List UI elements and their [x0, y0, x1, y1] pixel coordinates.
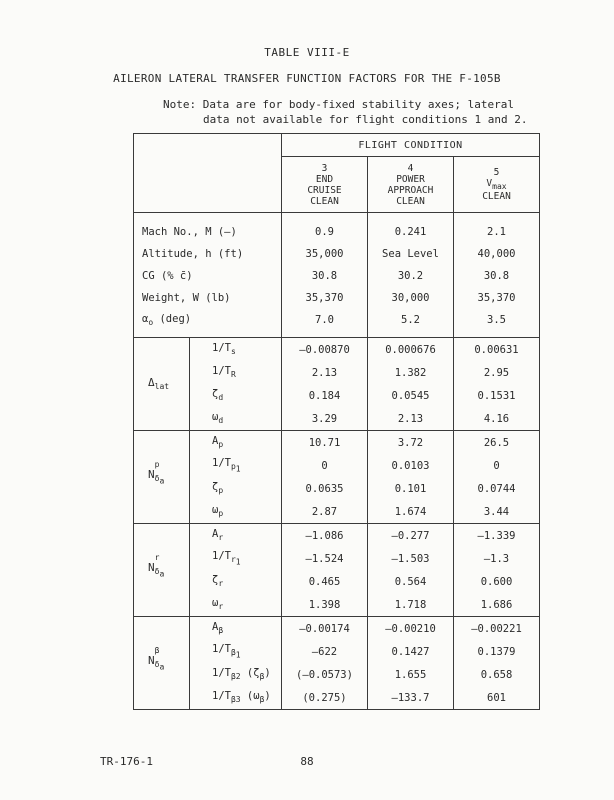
cell-value: –0.277: [368, 524, 454, 548]
cell-value: 2.13: [368, 407, 454, 431]
cell-value: 2.95: [454, 361, 540, 384]
cell-value: 0.9: [282, 213, 368, 244]
table-row: [134, 640, 540, 663]
note-line-1: Note: Data are for body-fixed stability axes; lateral: [163, 98, 514, 111]
cell-value: 3.72: [368, 431, 454, 455]
cell-value: 0.600: [454, 570, 540, 593]
condition-line: CRUISE: [307, 184, 342, 196]
cell-value: 30,000: [368, 287, 454, 309]
table-row: [134, 593, 540, 617]
table-row: [134, 338, 540, 362]
condition-column-4: [368, 157, 454, 213]
cell-value: 0.1427: [368, 640, 454, 663]
parameter-label: $1/T_{\beta 2}$ $(\zeta_\beta)$: [190, 663, 282, 686]
flight-condition-header: FLIGHT CONDITION: [282, 134, 540, 157]
group-label: N r $_{\delta_a}$: [134, 524, 190, 617]
cell-value: 1.655: [368, 663, 454, 686]
group-label: $\Delta_{lat}$: [134, 338, 190, 431]
cell-value: 0.1379: [454, 640, 540, 663]
table-note: [163, 97, 528, 127]
cell-value: –0.00221: [454, 617, 540, 641]
group-label: N p $_{\delta_a}$: [134, 431, 190, 524]
cell-value: 30.8: [282, 265, 368, 287]
page-number: 88: [300, 755, 314, 768]
cell-value: 0.0635: [282, 477, 368, 500]
row-label: Weight, W (lb): [134, 287, 282, 309]
condition-line: CLEAN: [482, 191, 511, 203]
parameter-label: $A_p$: [190, 431, 282, 455]
cell-value: 1.718: [368, 593, 454, 617]
table-row: [134, 570, 540, 593]
cell-value: –133.7: [368, 686, 454, 710]
parameter-label: $1/T_{p_1}$: [190, 454, 282, 477]
cell-value: Sea Level: [368, 243, 454, 265]
row-label: CG (% c̄): [134, 265, 282, 287]
row-label: Mach No., M (–): [134, 213, 282, 244]
cell-value: 0: [282, 454, 368, 477]
cell-value: 35,000: [282, 243, 368, 265]
group-label: N β $_{\delta_a}$: [134, 617, 190, 710]
corner-cell: [134, 134, 282, 213]
cell-value: –1.339: [454, 524, 540, 548]
cell-value: 1.674: [368, 500, 454, 524]
cell-value: 0.101: [368, 477, 454, 500]
parameter-label: $1/T_s$: [190, 338, 282, 362]
cell-value: –0.00174: [282, 617, 368, 641]
parameter-label: $A_\beta$: [190, 617, 282, 641]
cell-value: 0.0545: [368, 384, 454, 407]
row-label: $\alpha_o$ (deg): [134, 309, 282, 338]
table-row: [134, 477, 540, 500]
cell-value: 30.8: [454, 265, 540, 287]
condition-line: CLEAN: [396, 195, 425, 207]
cell-value: 0.465: [282, 570, 368, 593]
condition-number: 5: [493, 166, 500, 178]
cell-value: 35,370: [282, 287, 368, 309]
table-row: [134, 309, 540, 338]
table-title: TABLE VIII-E: [264, 46, 350, 59]
condition-column-3: [282, 157, 368, 213]
table-row: [134, 547, 540, 570]
cell-value: 5.2: [368, 309, 454, 338]
cell-value: 4.16: [454, 407, 540, 431]
condition-line: APPROACH: [387, 184, 434, 196]
cell-value: 601: [454, 686, 540, 710]
cell-value: (0.275): [282, 686, 368, 710]
parameter-label: $\zeta_p$: [190, 477, 282, 500]
cell-value: 0: [454, 454, 540, 477]
cell-value: 2.13: [282, 361, 368, 384]
cell-value: –1.3: [454, 547, 540, 570]
table-row: [134, 265, 540, 287]
parameter-label: $A_r$: [190, 524, 282, 548]
cell-value: 0.241: [368, 213, 454, 244]
parameter-label: $1/T_{\beta 3}$ $(\omega_\beta)$: [190, 686, 282, 710]
condition-number: 4: [407, 162, 414, 174]
cell-value: 7.0: [282, 309, 368, 338]
parameter-label: $1/T_{\beta_1}$: [190, 640, 282, 663]
cell-value: –1.524: [282, 547, 368, 570]
row-label: Altitude, h (ft): [134, 243, 282, 265]
table-row: [134, 407, 540, 431]
table-row: [134, 500, 540, 524]
cell-value: –0.00870: [282, 338, 368, 362]
condition-line: $V_{max}$: [486, 177, 507, 191]
cell-value: 10.71: [282, 431, 368, 455]
cell-value: 0.0744: [454, 477, 540, 500]
condition-line: POWER: [396, 173, 425, 185]
header-row-1: [134, 134, 540, 157]
cell-value: –622: [282, 640, 368, 663]
table-row: [134, 287, 540, 309]
cell-value: 40,000: [454, 243, 540, 265]
table-row: [134, 454, 540, 477]
parameter-label: $1/T_{r_1}$: [190, 547, 282, 570]
report-id: TR-176-1: [100, 755, 153, 768]
cell-value: –0.00210: [368, 617, 454, 641]
cell-value: 26.5: [454, 431, 540, 455]
cell-value: 0.658: [454, 663, 540, 686]
table-row: [134, 213, 540, 244]
cell-value: 1.686: [454, 593, 540, 617]
table-row: [134, 384, 540, 407]
cell-value: 0.00631: [454, 338, 540, 362]
parameter-label: $\zeta_r$: [190, 570, 282, 593]
cell-value: 30.2: [368, 265, 454, 287]
cell-value: 3.29: [282, 407, 368, 431]
cell-value: 0.564: [368, 570, 454, 593]
cell-value: 0.0103: [368, 454, 454, 477]
note-line-2: data not available for flight conditions 1 and 2.: [203, 113, 528, 126]
table-row: [134, 243, 540, 265]
cell-value: 3.44: [454, 500, 540, 524]
cell-value: 0.184: [282, 384, 368, 407]
cell-value: 35,370: [454, 287, 540, 309]
table-row: [134, 524, 540, 548]
cell-value: 0.000676: [368, 338, 454, 362]
condition-number: 3: [321, 162, 328, 174]
parameter-label: $\omega_p$: [190, 500, 282, 524]
condition-line: CLEAN: [310, 195, 339, 207]
cell-value: 2.1: [454, 213, 540, 244]
table-row: [134, 663, 540, 686]
table-row: [134, 617, 540, 641]
parameter-label: $\omega_r$: [190, 593, 282, 617]
cell-value: –1.503: [368, 547, 454, 570]
transfer-function-table: [133, 133, 540, 710]
cell-value: 1.382: [368, 361, 454, 384]
cell-value: 2.87: [282, 500, 368, 524]
table-row: [134, 686, 540, 710]
condition-line: END: [315, 173, 334, 185]
table-row: [134, 431, 540, 455]
condition-column-5: [454, 157, 540, 213]
parameter-label: $\zeta_d$: [190, 384, 282, 407]
cell-value: –1.086: [282, 524, 368, 548]
table-row: [134, 361, 540, 384]
table-subtitle: AILERON LATERAL TRANSFER FUNCTION FACTORS FOR THE F-105B: [113, 72, 501, 85]
cell-value: 1.398: [282, 593, 368, 617]
parameter-label: $1/T_R$: [190, 361, 282, 384]
cell-value: 3.5: [454, 309, 540, 338]
parameter-label: $\omega_d$: [190, 407, 282, 431]
cell-value: 0.1531: [454, 384, 540, 407]
cell-value: (–0.0573): [282, 663, 368, 686]
